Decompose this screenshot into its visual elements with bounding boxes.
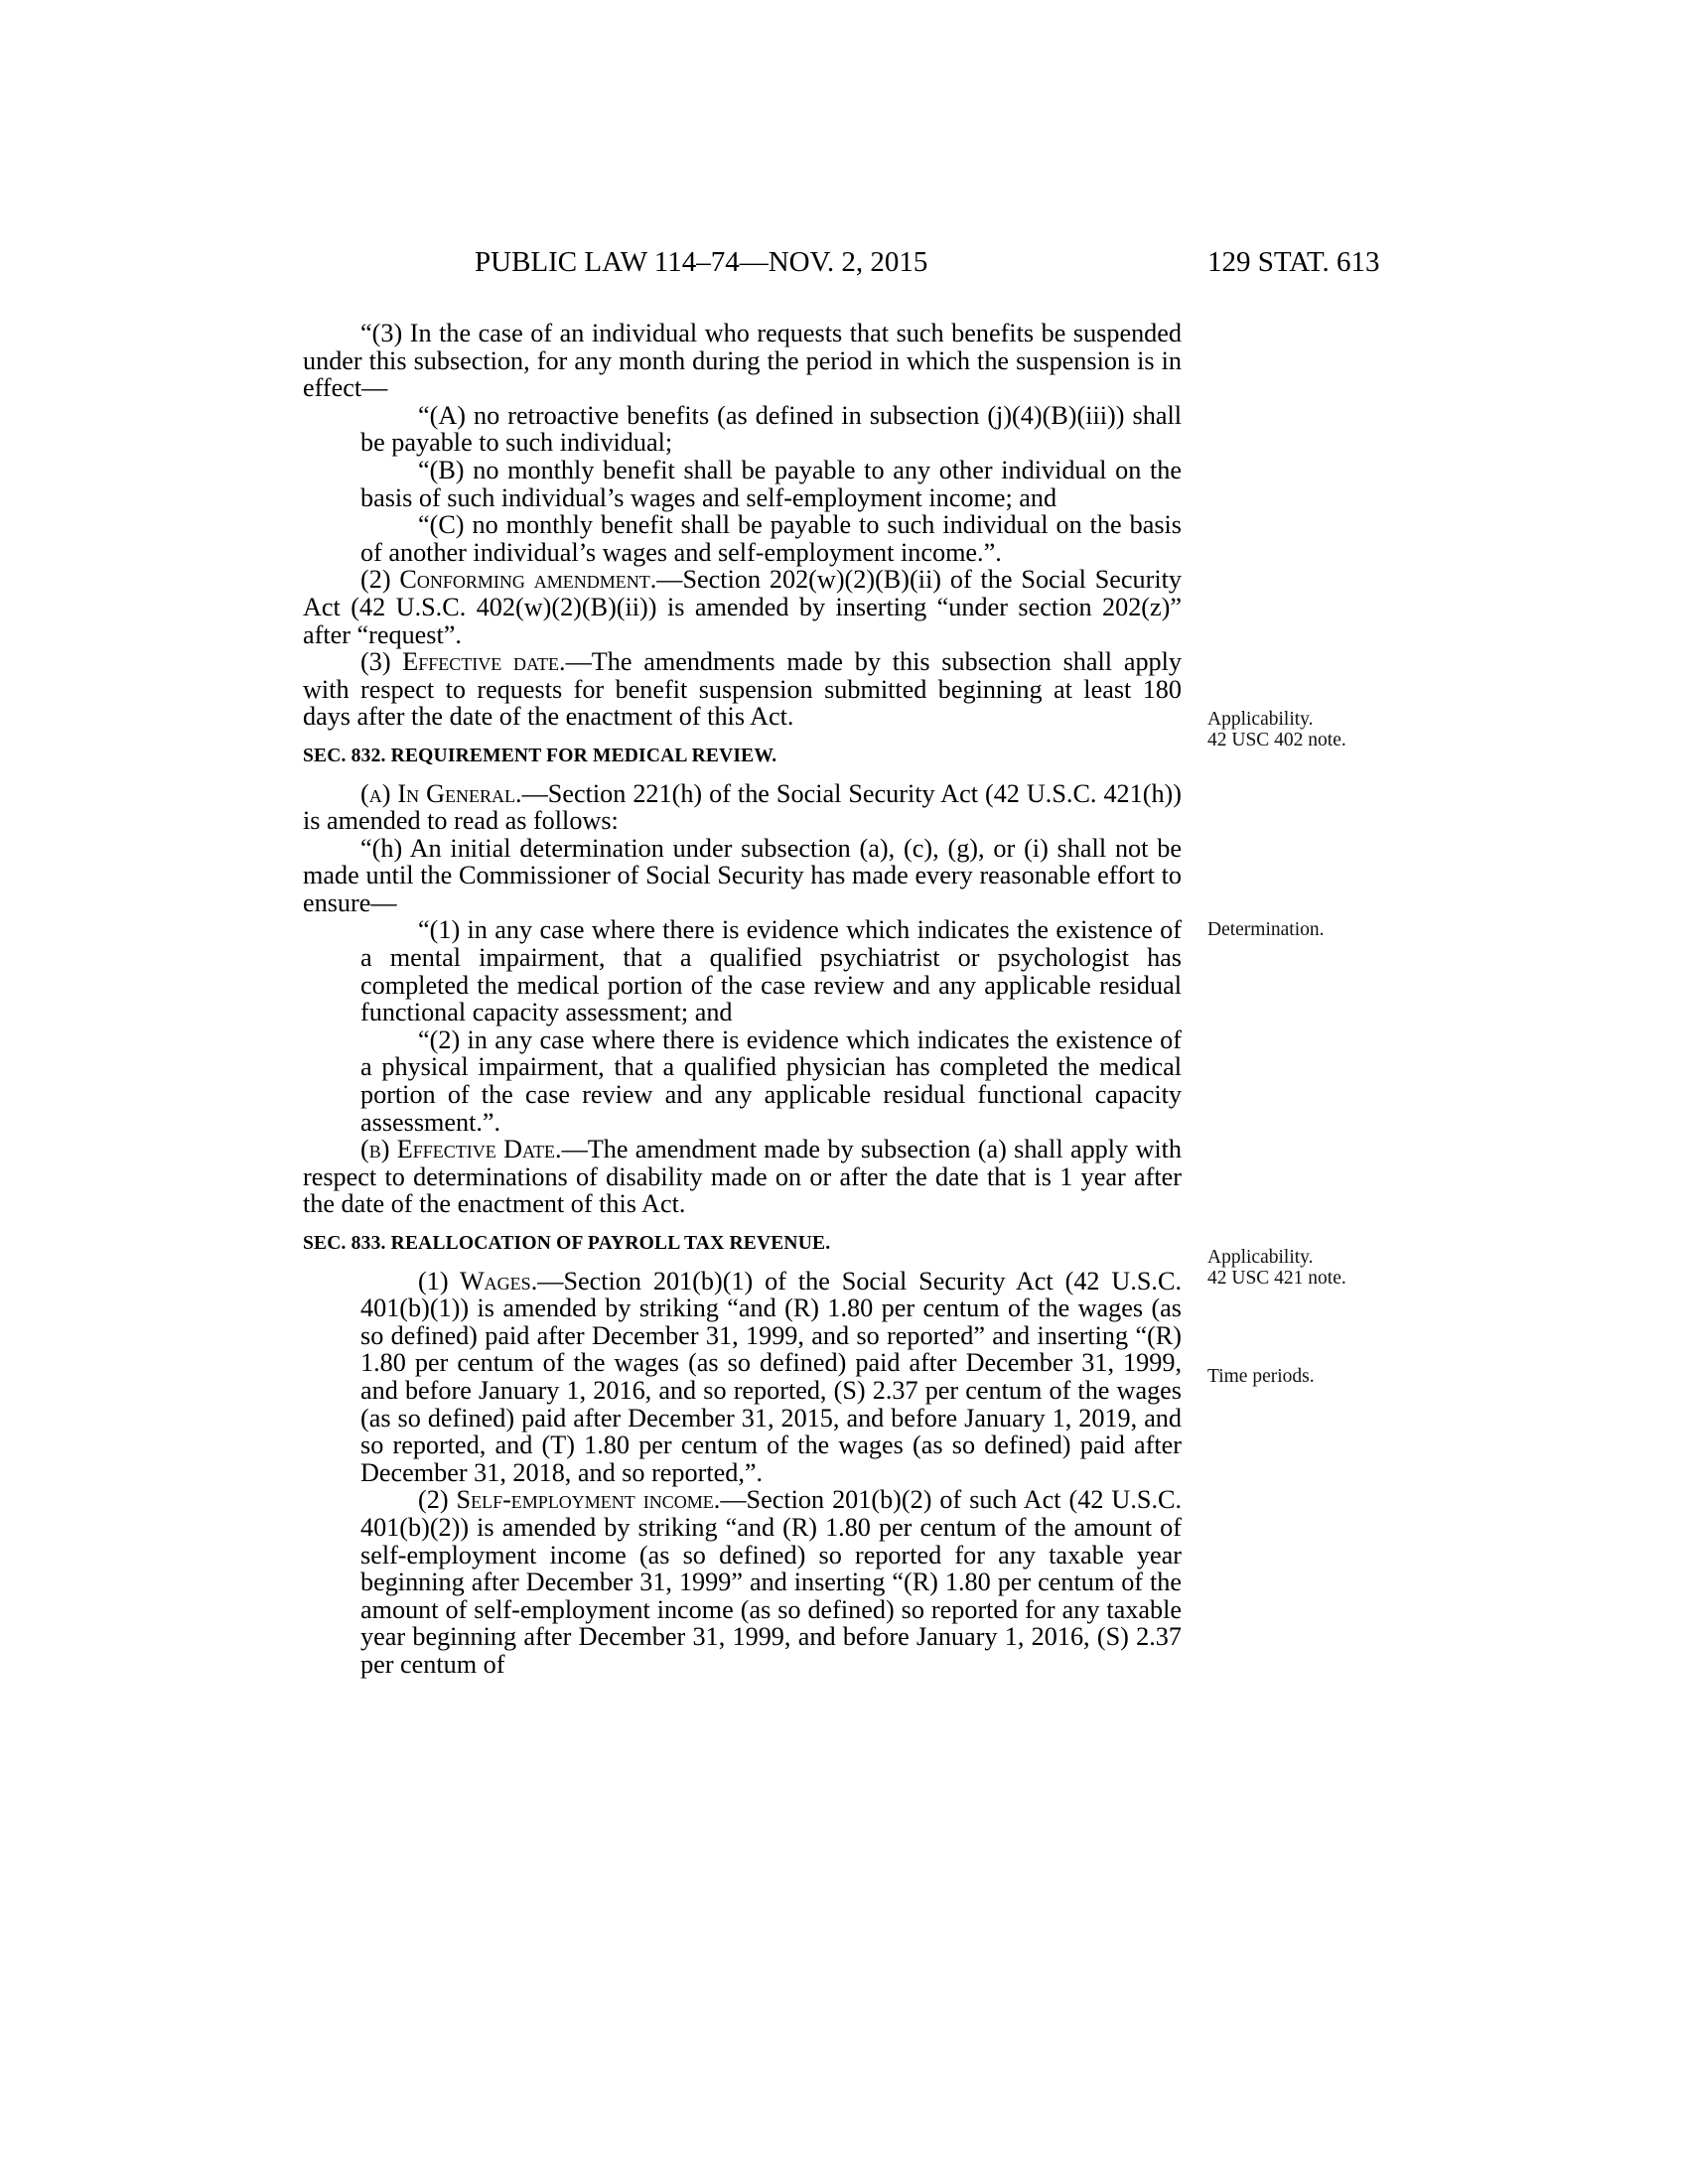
wages-text: —Section 201(b)(1) of the Social Security Act (42 U.S.C. 401(b)(1)) is amended by striking “and (R) 1.80 per centum of the wages (as so defined) paid after December 31, 1999, and so reported” and inserting “(R) 1.80 per centum of the wages (as so defined) paid after December 31, 1999, and before January 1, 2016, and so reported, (S) 2.37 per centum of the wages (as so defined) paid after December 31, 2015, and before January 1, 2019, and so reported, and (T) 1.80 per centum of the wages (as so defined) paid after December 31, 2018, and so reported,”.	[360, 1266, 1182, 1487]
body-text	[303, 320, 1182, 1679]
paragraph-3: “(3) In the case of an individual who requests that such benefits be suspended under this subsection, for any month during the period in which the suspension is in effect—	[303, 319, 1182, 403]
effective-date-paragraph	[303, 648, 1182, 731]
effective-date-b-paragraph	[303, 1136, 1182, 1218]
subparagraph-c: “(C) no monthly benefit shall be payable to such individual on the basis of another individual’s wages and self-employment income.”.	[360, 510, 1182, 567]
in-general-heading: (a) In General.	[360, 778, 522, 808]
self-employment-text: —Section 201(b)(2) of such Act (42 U.S.C. 401(b)(2)) is amended by striking “and (R) 1.80 per centum of the amount of self-employment income (as so defined) so reported for any taxable year beginning after December 31, 1999” and inserting “(R) 1.80 per centum of the amount of self-employment income (as so defined) so reported for any taxable year beginning after December 31, 1999, and before January 1, 2016, (S) 2.37 per centum of	[360, 1485, 1182, 1679]
margin-note-applicability-421	[1207, 1247, 1346, 1289]
margin-note-label: Time periods.	[1207, 1366, 1315, 1387]
clause-1-paragraph: “(1) in any case where there is evidence which indicates the existence of a mental impairment, that a qualified psychiatrist or psychologist has completed the medical portion of the case review and any applicable residual functional capacity assessment; and	[360, 915, 1182, 1027]
margin-note-label: Applicability.	[1207, 1247, 1314, 1268]
subparagraph-b: “(B) no monthly benefit shall be payable to any other individual on the basis of such individual’s wages and self-employment income; and	[360, 455, 1182, 512]
stat-page-number: 129 STAT. 613	[1207, 246, 1380, 278]
margin-note-time-periods	[1207, 1366, 1315, 1387]
conforming-amendment-text: —Section 202(w)(2)(B)(ii) of the Social Security Act (42 U.S.C. 402(w)(2)(B)(ii)) is amended by inserting “under section 202(z)” after “request”.	[303, 565, 1182, 649]
effective-date-heading: (3) Effective date.	[360, 647, 566, 677]
running-head: PUBLIC LAW 114–74—NOV. 2, 2015	[475, 246, 928, 278]
wages-heading: (1) Wages.	[418, 1266, 538, 1296]
margin-note-applicability-402	[1207, 709, 1346, 751]
self-employment-paragraph	[303, 1486, 1182, 1678]
section-832-heading: SEC. 832. REQUIREMENT FOR MEDICAL REVIEW.	[303, 745, 777, 766]
conforming-amendment-paragraph	[303, 566, 1182, 648]
in-general-paragraph	[303, 780, 1182, 835]
effective-date-text: —The amendments made by this subsection shall apply with respect to requests for benefit suspension submitted beginning at least 180 days after the date of the enactment of this Act.	[303, 647, 1183, 732]
margin-note-determination	[1207, 919, 1325, 940]
margin-note-citation: 42 USC 402 note.	[1207, 730, 1346, 751]
conforming-amendment-heading: (2) Conforming amendment.	[360, 565, 657, 595]
in-general-text: —Section 221(h) of the Social Security Act (42 U.S.C. 421(h)) is amended to read as follows:	[303, 778, 1182, 836]
wages-paragraph	[303, 1268, 1182, 1487]
self-employment-heading: (2) Self-employment income.	[418, 1485, 721, 1515]
margin-note-label: Applicability.	[1207, 709, 1314, 730]
effective-date-b-heading: (b) Effective Date.	[360, 1135, 562, 1164]
clause-2-paragraph: “(2) in any case where there is evidence which indicates the existence of a physical impairment, that a qualified physician has completed the medical portion of the case review and any applicable residual functional capacity assessment.”.	[360, 1024, 1182, 1137]
page-header	[0, 246, 1688, 286]
margin-note-citation: 42 USC 421 note.	[1207, 1268, 1346, 1289]
section-833-heading: SEC. 833. REALLOCATION OF PAYROLL TAX REVENUE.	[303, 1233, 831, 1254]
effective-date-b-text: —The amendment made by subsection (a) shall apply with respect to determinations of disability made on or after the date that is 1 year after the date of the enactment of this Act.	[303, 1135, 1183, 1219]
subsection-h-paragraph: “(h) An initial determination under subsection (a), (c), (g), or (i) shall not be made until the Commissioner of Social Security has made every reasonable effort to ensure—	[303, 833, 1182, 917]
margin-note-label: Determination.	[1207, 919, 1325, 940]
subparagraph-a: “(A) no retroactive benefits (as defined in subsection (j)(4)(B)(iii)) shall be payable to such individual;	[360, 400, 1182, 458]
